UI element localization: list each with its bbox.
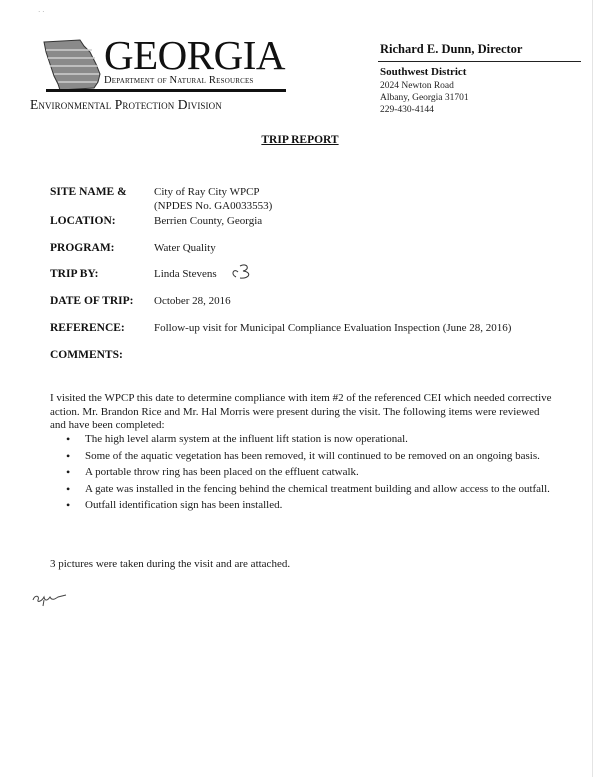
field-value-date: October 28, 2016 — [154, 295, 231, 307]
field-label-date: DATE OF TRIP: — [50, 295, 134, 307]
completed-items-list — [66, 433, 556, 516]
comments-label: COMMENTS: — [50, 349, 123, 361]
field-value-program: Water Quality — [154, 242, 216, 254]
field-label-trip-by: TRIP BY: — [50, 268, 99, 280]
address-city: Albany, Georgia 31701 — [380, 93, 469, 103]
field-value-location: Berrien County, Georgia — [154, 215, 263, 227]
list-item: • A gate was installed in the fencing behind the chemical treatment building and allow access to the outfall. — [66, 483, 556, 497]
field-label-site: SITE NAME & — [50, 186, 127, 198]
page-title: TRIP REPORT — [261, 134, 339, 146]
address-street: 2024 Newton Road — [380, 81, 454, 91]
list-item: • The high level alarm system at the influent lift station is now operational. — [66, 433, 556, 447]
closing-note: 3 pictures were taken during the visit and are attached. — [50, 558, 291, 570]
georgia-map-icon — [40, 38, 102, 94]
field-value-npdes: (NPDES No. GA0033553) — [154, 200, 273, 212]
field-value-reference: Follow-up visit for Municipal Compliance Evaluation Inspection (June 28, 2016) — [154, 322, 512, 334]
handwritten-initials-icon — [228, 262, 258, 280]
list-item: • A portable throw ring has been placed on the effluent catwalk. — [66, 466, 556, 480]
list-item: • Outfall identification sign has been installed. — [66, 499, 556, 513]
logo-wordmark: GEORGIA — [104, 32, 285, 78]
field-value-site: City of Ray City WPCP — [154, 186, 260, 198]
director-divider — [378, 61, 581, 62]
address-phone: 229-430-4144 — [380, 105, 434, 115]
field-label-program: PROGRAM: — [50, 242, 115, 254]
district-name: Southwest District — [380, 66, 467, 78]
intro-paragraph: I visited the WPCP this date to determine compliance with item #2 of the referenced CEI which needed corrective action. Mr. Brandon Rice and Mr. Hal Morris were present during the visit. The following items were reviewed and have been completed: — [50, 392, 552, 431]
logo-divider — [46, 89, 286, 92]
logo-division: Environmental Protection Division — [30, 97, 222, 112]
list-item: • Some of the aquatic vegetation has been removed, it will continued to be removed on an ongoing basis. — [66, 450, 556, 464]
director-name: Richard E. Dunn, Director — [380, 42, 523, 56]
scan-edge — [592, 0, 593, 777]
scan-speck: · · — [38, 8, 45, 16]
field-label-location: LOCATION: — [50, 215, 116, 227]
field-label-reference: REFERENCE: — [50, 322, 125, 334]
logo-department: Department of Natural Resources — [104, 75, 254, 86]
field-value-trip-by: Linda Stevens — [154, 268, 217, 280]
handwritten-signature-icon — [30, 588, 70, 608]
